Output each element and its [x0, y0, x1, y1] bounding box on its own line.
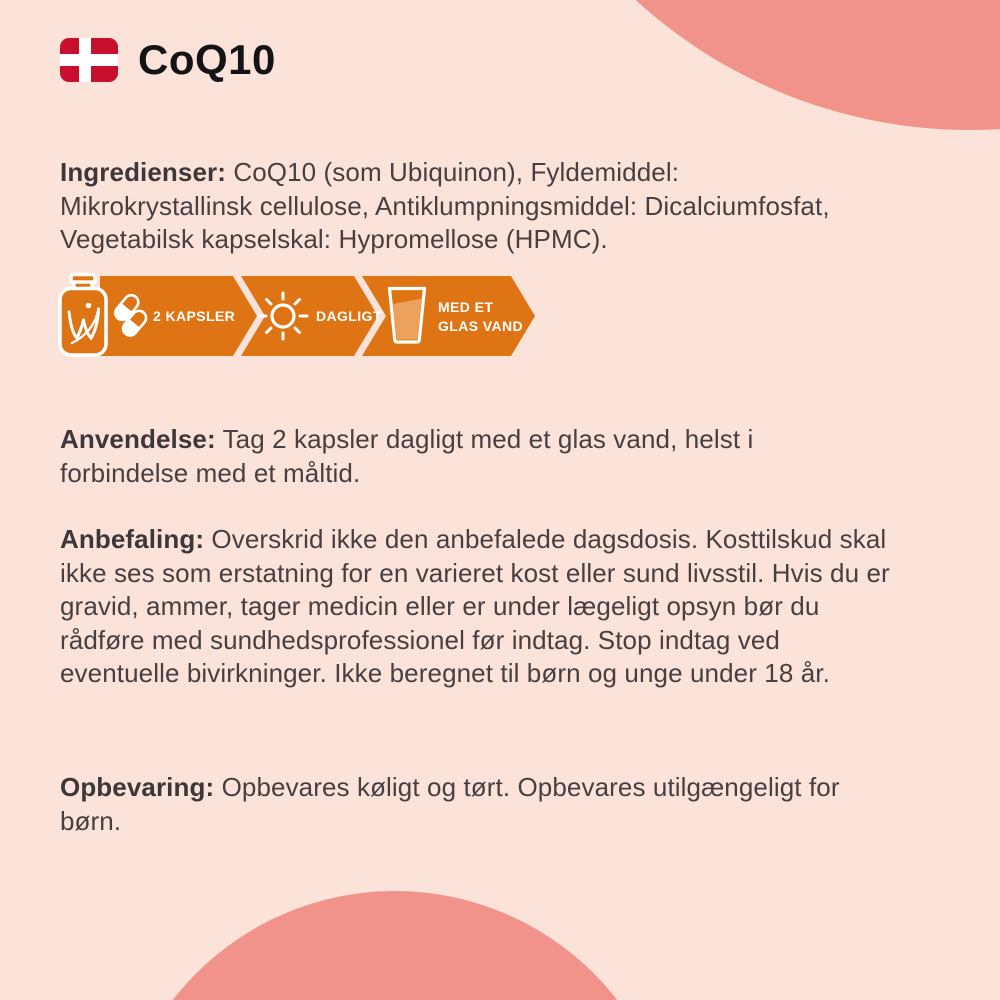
recommendation-section [60, 523, 900, 691]
supplement-bottle-logo-icon [60, 275, 106, 356]
header [60, 36, 276, 84]
step-label-water-line1: MED ET [438, 299, 494, 315]
page-title: CoQ10 [138, 36, 276, 83]
ingredients-text: CoQ10 (som Ubiquinon), Fyldemiddel: Mikrokrystallinsk cellulose, Antiklumpningsmiddel: Dicalciumfosfat, Vegetabilsk kapselskal: Hypromellose (HPMC). [60, 157, 830, 254]
storage-label: Opbevaring: [60, 772, 215, 802]
ingredients-label: Ingredienser: [60, 157, 227, 187]
storage-text: Opbevares køligt og tørt. Opbevares utilgængeligt for børn. [60, 772, 840, 836]
step-label-capsules: 2 KAPSLER [153, 308, 236, 324]
decorative-circle-bottom [114, 891, 676, 1000]
danish-flag-icon [60, 38, 118, 82]
step-label-water-line2: GLAS VAND [438, 318, 524, 334]
step-label-daily: DAGLIGT [316, 308, 382, 324]
dosage-step-water [362, 276, 535, 356]
chevron-segment [362, 276, 535, 356]
ingredients-section [60, 156, 850, 257]
storage-section [60, 771, 870, 838]
recommendation-text: Overskrid ikke den anbefalede dagsdosis. Kosttilskud skal ikke ses som erstatning for en varieret kost eller sund livsstil. Hvis du er gravid, ammer, tager medicin eller er under lægeligt opsyn bør du rådføre med sundhedsprofessionel før indtag. Stop indtag ved eventuelle bivirkninger. Ikke beregnet til børn og unge under 18 år. [60, 524, 890, 688]
decorative-circle-top-right [475, 0, 1000, 130]
usage-section [60, 423, 850, 490]
recommendation-label: Anbefaling: [60, 524, 205, 554]
logo-dot [86, 303, 92, 309]
usage-label: Anvendelse: [60, 424, 216, 454]
usage-text: Tag 2 kapsler dagligt med et glas vand, helst i forbindelse med et måltid. [60, 424, 754, 488]
dosage-instruction-banner [58, 271, 540, 363]
